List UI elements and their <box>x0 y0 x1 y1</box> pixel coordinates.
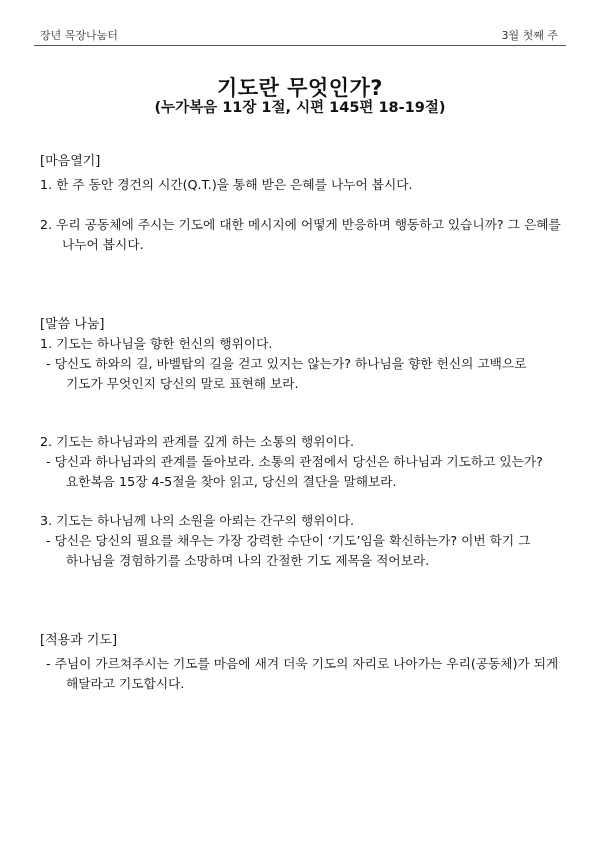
section-heading-word-sharing: [말씀 나눔] <box>40 317 105 332</box>
point-2-sub-line-2: 요한복음 15장 4-5절을 찾아 읽고, 당신의 결단을 말해보라. <box>66 474 397 489</box>
section-heading-open-heart: [마음열기] <box>40 154 101 169</box>
point-3-sub-line-1: - 당신은 당신의 필요를 채우는 가장 강력한 수단이 ‘기도’임을 확신하는가? 이번 학기 그 <box>46 533 531 548</box>
header-right: 3월 첫째 주 <box>501 29 558 42</box>
page-subtitle: (누가복음 11장 1절, 시편 145편 18-19절) <box>154 100 446 116</box>
point-1-sub-line-1: - 당신도 하와의 길, 바벨탑의 길을 걷고 있지는 않는가? 하나님을 향한 헌신의 고백으로 <box>46 356 527 371</box>
point-3-sub-line-2: 하나님을 경험하기를 소망하며 나의 간절한 기도 제목을 적어보라. <box>66 553 430 568</box>
header-divider <box>34 45 566 46</box>
point-2: 2. 기도는 하나님과의 관계를 깊게 하는 소통의 행위이다. <box>40 434 355 449</box>
header-left: 장년 목장나눔터 <box>40 29 118 42</box>
point-1-sub-line-2: 기도가 무엇인지 당신의 말로 표현해 보라. <box>66 376 299 391</box>
point-1: 1. 기도는 하나님을 향한 헌신의 행위이다. <box>40 336 273 351</box>
point-2-sub-line-1: - 당신과 하나님과의 관계를 돌아보라. 소통의 관점에서 당신은 하나님과 기도하고 있는가? <box>46 454 543 469</box>
page-title: 기도란 무엇인가? <box>217 76 383 100</box>
application-line-1: - 주님이 가르쳐주시는 기도를 마음에 새겨 더욱 기도의 자리로 나아가는 우리(공동체)가 되게 <box>46 656 559 671</box>
point-3: 3. 기도는 하나님께 나의 소원을 아뢰는 간구의 행위이다. <box>40 513 355 528</box>
question-2-line-2: 나누어 봅시다. <box>62 237 144 252</box>
question-2-line-1: 2. 우리 공동체에 주시는 기도에 대한 메시지에 어떻게 반응하며 행동하고 있습니까? 그 은혜를 <box>40 217 561 232</box>
section-heading-application-prayer: [적용과 기도] <box>40 633 118 648</box>
application-line-2: 해달라고 기도합시다. <box>66 676 185 691</box>
question-1: 1. 한 주 동안 경건의 시간(Q.T.)을 통해 받은 은혜를 나누어 봅시다. <box>40 177 413 192</box>
